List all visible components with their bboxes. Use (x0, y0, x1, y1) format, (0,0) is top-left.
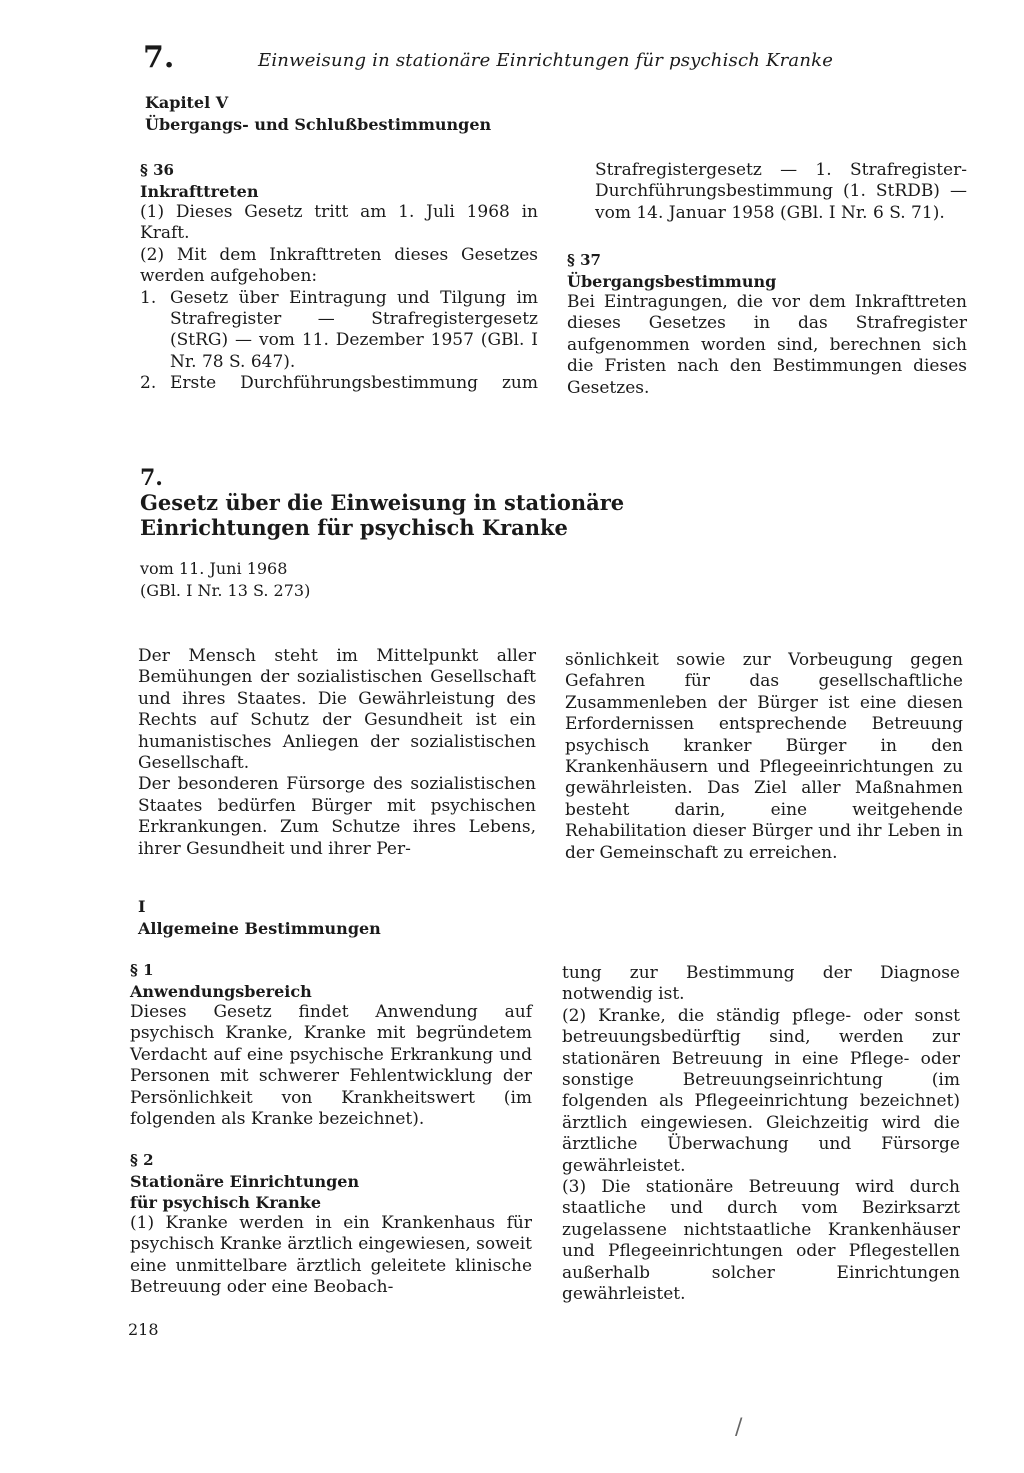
list-item-text: Gesetz über Eintragung und Tilgung im Strafregister — Strafregistergesetz (StRG) — vom 11. Dezember 1957 (GBl. I Nr. 78 S. 647). (170, 287, 538, 372)
section-2 (130, 1150, 532, 1299)
list-item (140, 373, 538, 394)
section-2-para-3: (3) Die stationäre Betreuung wird durch staatliche und durch vom Bezirksarzt zugelassene nichtstaatliche Krankenhäuser und Pflegeeinrichtungen oder Pflegestellen außerhalb solcher Einrichtungen gewährleistet. (562, 1177, 960, 1305)
list-item-text: Erste Durchführungsbestimmung zum (170, 373, 538, 394)
section-2-continuation (562, 963, 960, 1306)
section-37-number: § 37 (567, 251, 601, 269)
part-1-title: Allgemeine Bestimmungen (138, 919, 381, 938)
chapter-label: Kapitel V (145, 93, 229, 112)
section-36-list-continuation: Strafregistergesetz — 1. Strafregister-Durchführungsbestimmung (1. StRDB) — vom 14. Januar 1958 (GBl. I Nr. 6 S. 71). (595, 160, 967, 223)
section-1-text: Dieses Gesetz findet Anwendung auf psychisch Kranke, Kranke mit begründetem Verdacht auf eine psychische Erkrankung und Personen mit schwerer Fehlentwicklung der Persönlichkeit von Krankheitswert (im folgenden als Kranke bezeichnet). (130, 1002, 532, 1130)
section-2-title-line-2: für psychisch Kranke (130, 1193, 322, 1212)
part-1-number: I (138, 897, 146, 916)
section-36-para-2: (2) Mit dem Inkrafttreten dieses Gesetzes werden aufgehoben: (140, 244, 538, 287)
section-1-number: § 1 (130, 961, 154, 979)
list-item-number: 1. (140, 287, 157, 308)
section-36-para-1: (1) Dieses Gesetz tritt am 1. Juli 1968 in Kraft. (140, 202, 538, 244)
header-title: Einweisung in stationäre Einrichtungen für psychisch Kranke (258, 50, 834, 71)
header-chapter-number: 7. (143, 40, 175, 75)
section-36-repeal-list (140, 288, 538, 395)
section-2-para-1-continuation: tung zur Bestimmung der Diagnose notwendig ist. (562, 963, 960, 1005)
section-36-title: Inkrafttreten (140, 182, 259, 201)
section-1 (130, 960, 532, 1130)
law-gazette-reference: (GBl. I Nr. 13 S. 273) (140, 581, 311, 600)
preamble-para-1: Der Mensch steht im Mittelpunkt aller Bemühungen der sozialistischen Gesellschaft und ihres Staates. Die Gewährleistung des Rechts auf Schutz der Gesundheit ist ein humanistisches Anliegen der sozialistischen Gesellschaft. (138, 646, 536, 774)
list-item (140, 288, 538, 374)
section-36 (140, 160, 538, 395)
section-37-text: Bei Eintragungen, die vor dem Inkrafttreten dieses Gesetzes in das Strafregister aufgenommen worden sind, berechnen sich die Fristen nach den Bestimmungen dieses Gesetzes. (567, 292, 967, 398)
law-number: 7. (140, 465, 163, 491)
section-37 (567, 250, 967, 399)
section-36-continuation (595, 160, 967, 224)
chapter-title: Übergangs- und Schlußbestimmungen (145, 115, 492, 134)
preamble-para-continuation: sönlichkeit sowie zur Vorbeugung gegen Gefahren für das gesellschaftliche Zusammenleben der Bürger ist eine diesen Erfordernissen entsprechende Betreuung psychisch kranker Bürger in den Krankenhäusern und Pflegeeinrichtungen zu gewährleisten. Das Ziel aller Maßnahmen besteht darin, eine weitgehende Rehabilitation dieser Bürger und ihr Leben in der Gemeinschaft zu erreichen. (565, 650, 963, 863)
section-2-para-1: (1) Kranke werden in ein Krankenhaus für psychisch Kranke ärztlich eingewiesen, soweit eine unmittelbare ärztlich geleitete klinische Betreuung oder eine Beobach- (130, 1213, 533, 1298)
margin-mark: / (735, 1415, 743, 1440)
preamble-right (565, 650, 963, 864)
part-1-heading (138, 896, 381, 940)
section-2-title-line-1: Stationäre Einrichtungen (130, 1172, 360, 1191)
preamble-para-2: Der besonderen Fürsorge des sozialistischen Staates bedürfen Bürger mit psychischen Erkrankungen. Zum Schutze ihres Lebens, ihrer Gesundheit und ihrer Per- (138, 774, 536, 859)
law-date-block (140, 558, 310, 602)
law-date: vom 11. Juni 1968 (140, 559, 288, 578)
section-36-number: § 36 (140, 161, 174, 179)
law-title: Gesetz über die Einweisung in stationäre Einrichtungen für psychisch Kranke (140, 490, 625, 540)
section-2-para-2: (2) Kranke, die ständig pflege- oder sonst betreuungsbedürftig sind, werden zur stationären Betreuung in eine Pflege- oder sonstige Betreuungseinrichtung (im folgenden als Pflegeeinrichtung bezeichnet) ärztlich eingewiesen. Gleichzeitig wird die ärztliche Überwachung und Fürsorge gewährleistet. (562, 1005, 960, 1176)
preamble-left (138, 646, 536, 860)
page-number: 218 (128, 1320, 159, 1339)
chapter-heading (145, 92, 491, 136)
section-1-title: Anwendungsbereich (130, 982, 312, 1001)
section-37-title: Übergangsbestimmung (567, 272, 777, 291)
section-2-number: § 2 (130, 1151, 154, 1169)
list-item-number: 2. (140, 373, 157, 394)
